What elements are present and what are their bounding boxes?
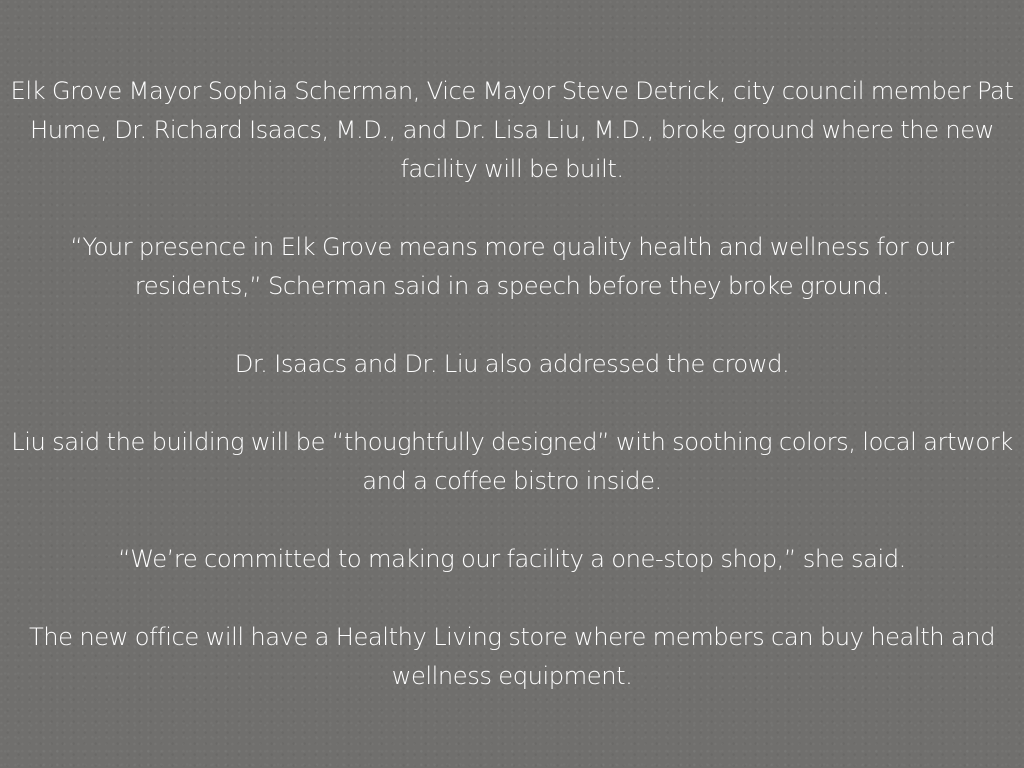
paragraph-mayor-quote: “Your presence in Elk Grove means more quality health and wellness for our residents,” Scherman said in a speech before they broke ground.	[70, 233, 954, 300]
paragraph-groundbreaking: Elk Grove Mayor Sophia Scherman, Vice Mayor Steve Detrick, city council member Pat Hume, Dr. Richard Isaacs, M.D., and Dr. Lisa Liu, M.D., broke ground where the new facility will be built.	[10, 77, 1014, 183]
paragraph-liu-quote: “We’re committed to making our facility a one-stop shop,” she said.	[118, 545, 906, 573]
paragraph-doctors-addressed: Dr. Isaacs and Dr. Liu also addressed the crowd.	[234, 350, 790, 378]
paragraph-building-design: Liu said the building will be “thoughtfully designed” with soothing colors, local artwork and a coffee bistro inside.	[11, 428, 1013, 495]
paragraph-healthy-living-store: The new office will have a Healthy Living store where members can buy health and wellness equipment.	[28, 623, 996, 690]
